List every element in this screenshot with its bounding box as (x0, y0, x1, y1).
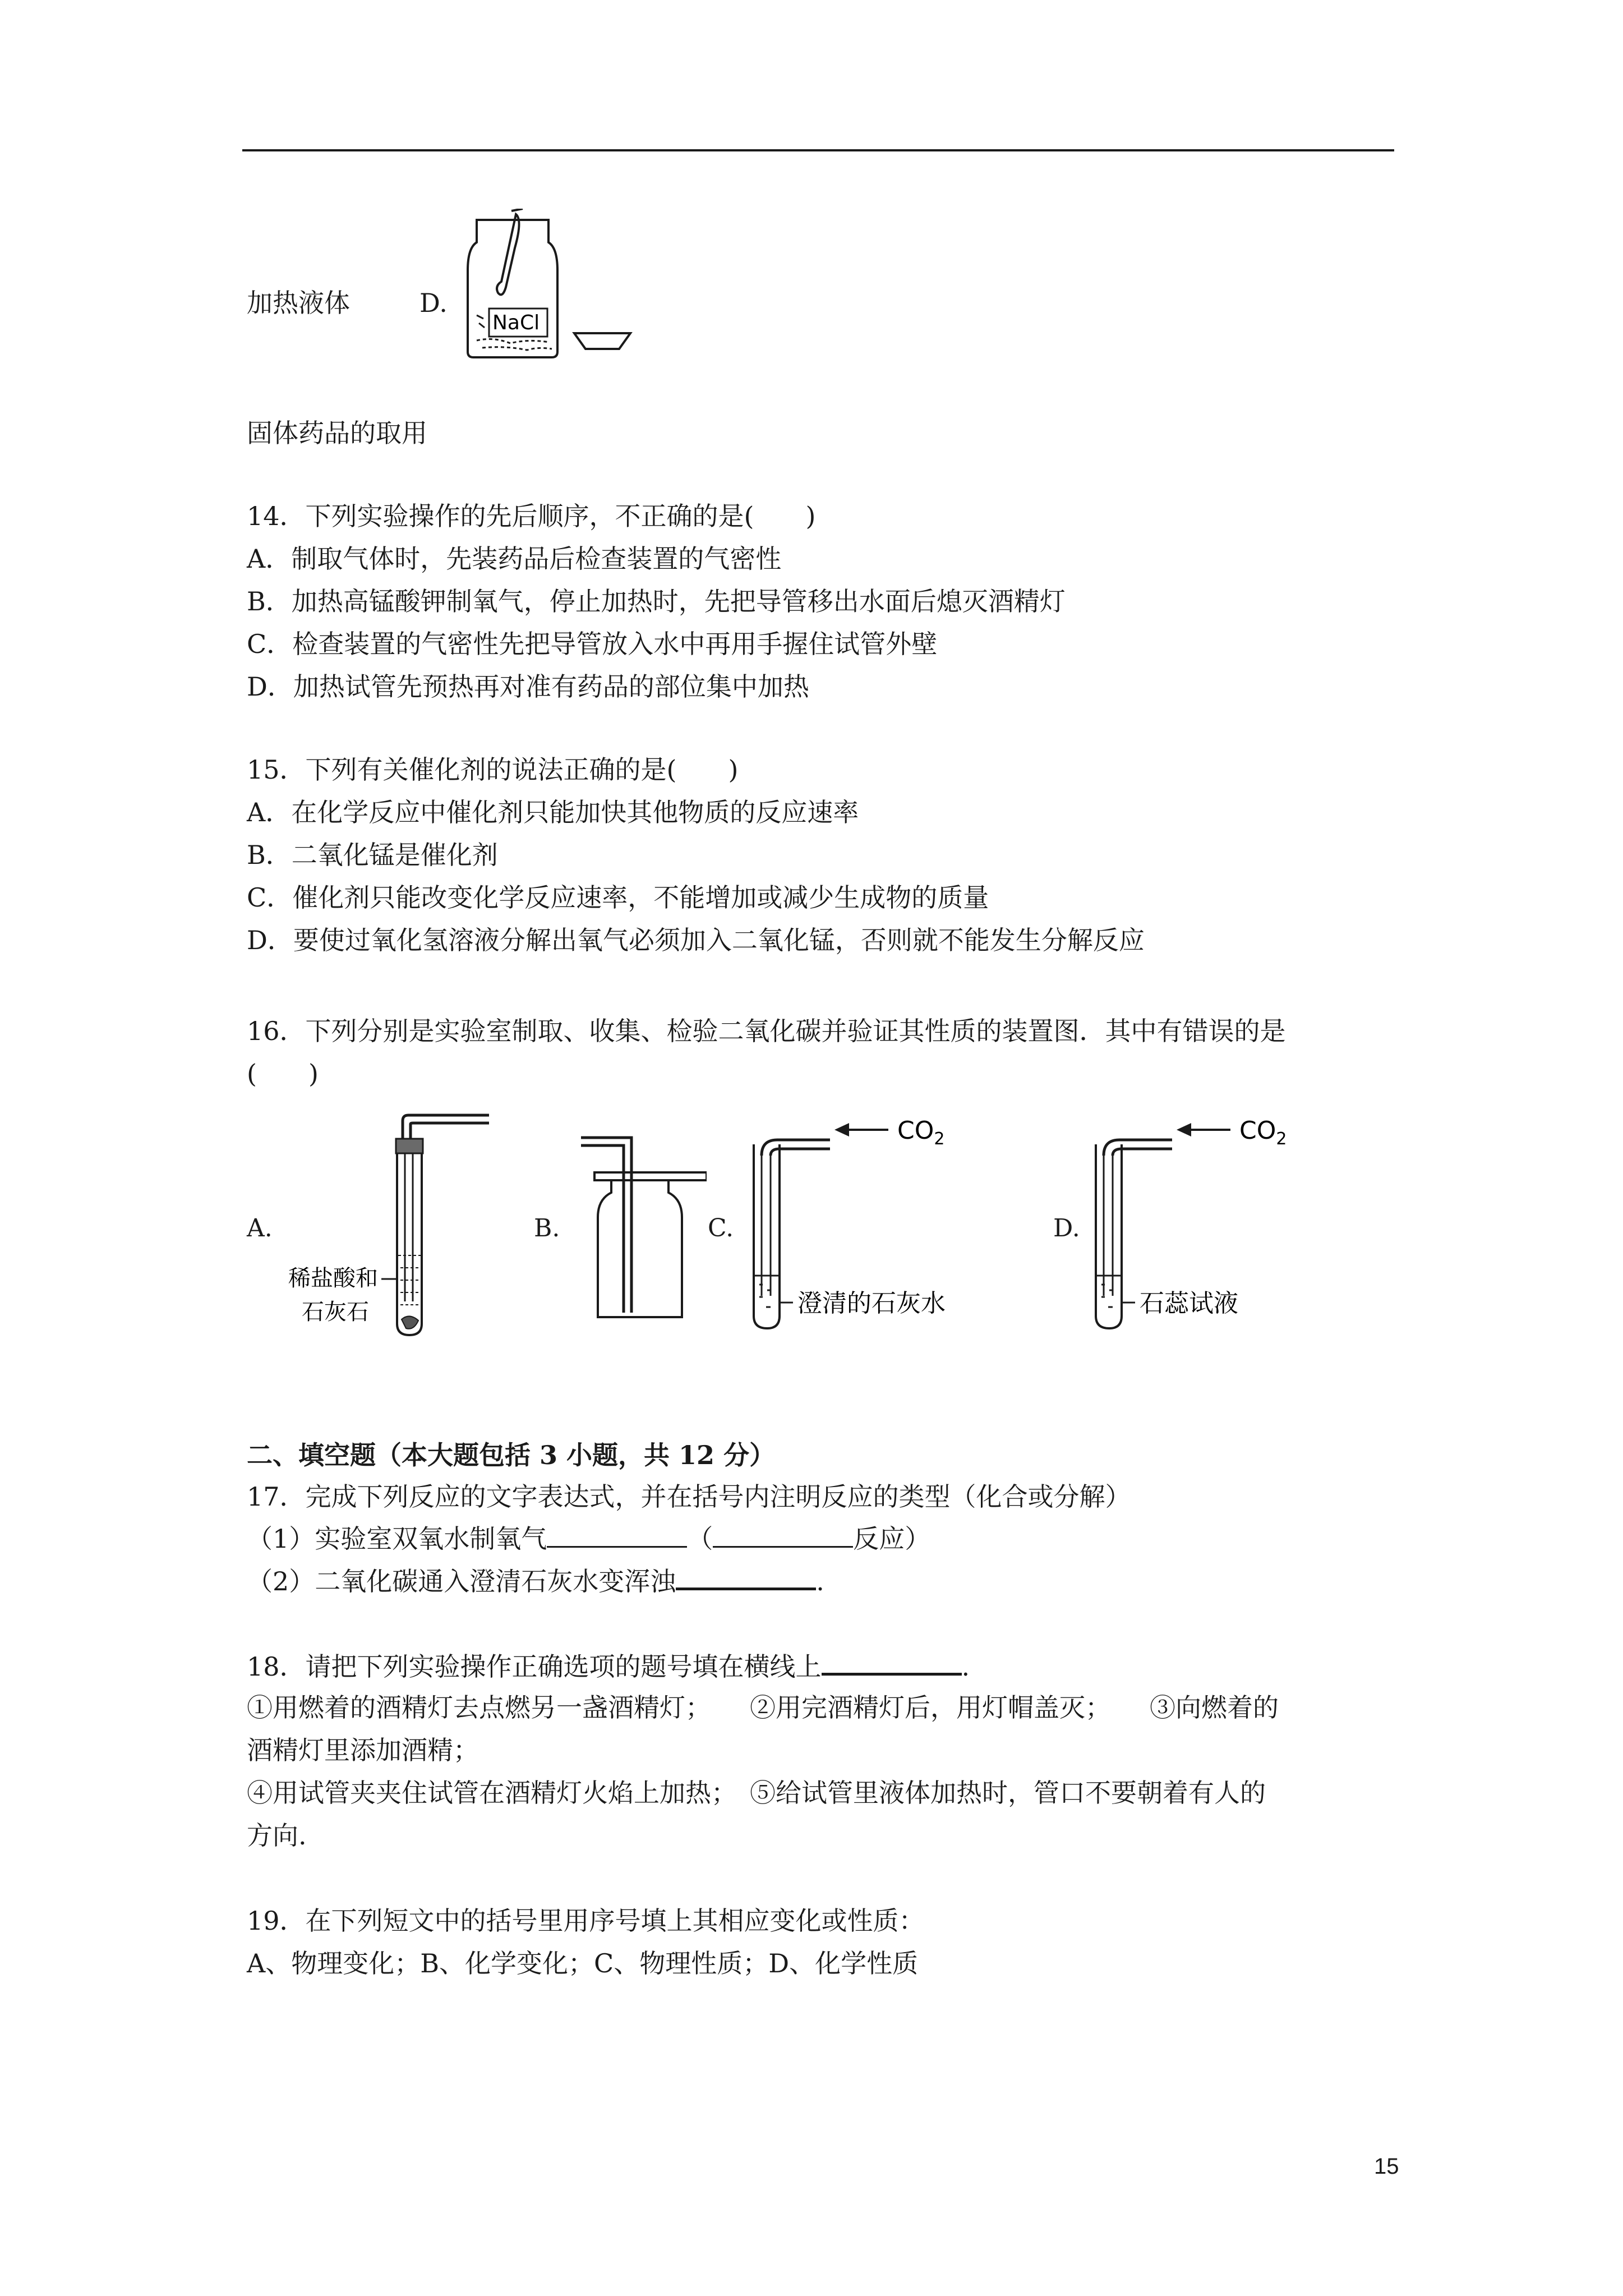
q15-option-d: D．要使过氧化氢溶液分解出氧气必须加入二氧化锰，否则就不能发生分解反应 (247, 925, 1145, 955)
figure-b-collector (578, 1133, 707, 1324)
header-rule (242, 149, 1394, 151)
q18-stem-prefix: 18．请把下列实验操作正确选项的题号填在横线上 (247, 1651, 822, 1682)
fig-c-text: 澄清的石灰水 (797, 1289, 946, 1318)
q17-answer-blank-1[interactable] (547, 1521, 687, 1548)
fig-d-text: 石蕊试液 (1140, 1289, 1238, 1318)
fig-a-text-1: 稀盐酸和 (288, 1266, 378, 1291)
q15-stem: 15．下列有关催化剂的说法正确的是( ) (247, 754, 739, 785)
q19-options: A、物理变化；B、化学变化；C、物理性质；D、化学性质 (247, 1948, 919, 1978)
q17-line-1-mid: （ (687, 1524, 713, 1554)
option-d-label: D. (419, 288, 448, 318)
figure-a-generator (286, 1111, 499, 1346)
q16-stem: 16．下列分别是实验室制取、收集、检验二氧化碳并验证其性质的装置图．其中有错误的是 (247, 1016, 1286, 1046)
section-2-heading: 二、填空题（本大题包括 3 小题，共 12 分） (247, 1440, 776, 1470)
fig-d-co2: CO (1239, 1116, 1276, 1145)
q16-label-c: C. (708, 1214, 734, 1243)
q17-line-1-prefix: （1）实验室双氧水制氧气 (247, 1524, 547, 1554)
fig-d-co2-sub: 2 (1276, 1129, 1287, 1149)
svg-text:CO2 (1239, 1116, 1287, 1149)
q14-option-b: B．加热高锰酸钾制氧气，停止加热时，先把导管移出水面后熄灭酒精灯 (247, 586, 1066, 616)
q16-label-b: B. (534, 1214, 560, 1243)
q14-option-d: D．加热试管先预热再对准有药品的部位集中加热 (247, 671, 809, 702)
q14-stem: 14．下列实验操作的先后顺序，不正确的是( ) (247, 501, 816, 531)
fig-a-text-2: 石灰石 (302, 1299, 369, 1325)
q15-option-c: C．催化剂只能改变化学反应速率，不能增加或减少生成物的质量 (247, 882, 989, 913)
q17-stem: 17．完成下列反应的文字表达式，并在括号内注明反应的类型（化合或分解） (247, 1481, 1131, 1512)
option-c-caption: 加热液体 (247, 288, 350, 318)
figure-c-limewater (746, 1116, 1038, 1341)
q16-label-d: D. (1053, 1214, 1080, 1243)
q18-line-2: 酒精灯里添加酒精； (247, 1735, 479, 1765)
q17-line-1-suffix: 反应） (853, 1524, 931, 1554)
svg-text:CO2 (897, 1116, 944, 1149)
q17-line-2-suffix: . (816, 1566, 824, 1596)
q14-option-a: A．制取气体时，先装药品后检查装置的气密性 (247, 544, 782, 574)
q17-answer-blank-2[interactable] (676, 1563, 816, 1590)
q15-option-b: B．二氧化锰是催化剂 (247, 840, 498, 870)
q17-line-2 (247, 1563, 824, 1598)
reagent-bottle-figure (460, 209, 651, 366)
q18-line-4: 方向. (247, 1820, 307, 1851)
q19-stem: 19．在下列短文中的括号里用序号填上其相应变化或性质： (247, 1906, 925, 1936)
q17-line-1 (247, 1521, 930, 1556)
figure-d-litmus (1088, 1116, 1357, 1341)
q16-label-a: A. (247, 1214, 273, 1243)
fig-c-co2-sub: 2 (934, 1129, 945, 1149)
page-number: 15 (1374, 2154, 1399, 2179)
q17-reaction-type-blank[interactable] (713, 1521, 853, 1548)
q17-line-2-prefix: （2）二氧化碳通入澄清石灰水变浑浊 (247, 1566, 676, 1596)
q16-stem-paren: ( ) (247, 1059, 319, 1089)
q18-line-1: ①用燃着的酒精灯去点燃另一盏酒精灯； ②用完酒精灯后，用灯帽盖灭； ③向燃着的 (247, 1692, 1279, 1723)
q18-answer-blank[interactable] (822, 1648, 962, 1676)
q18-line-3: ④用试管夹夹住试管在酒精灯火焰上加热； ⑤给试管里液体加热时，管口不要朝着有人的 (247, 1778, 1266, 1808)
q18-stem (247, 1648, 970, 1683)
q15-option-a: A．在化学反应中催化剂只能加快其他物质的反应速率 (247, 797, 859, 827)
q14-option-c: C．检查装置的气密性先把导管放入水中再用手握住试管外壁 (247, 629, 938, 659)
fig-c-co2: CO (897, 1116, 934, 1145)
nacl-label: NaCl (492, 311, 540, 334)
q18-stem-suffix: . (961, 1651, 970, 1682)
option-d-caption: 固体药品的取用 (247, 418, 427, 448)
